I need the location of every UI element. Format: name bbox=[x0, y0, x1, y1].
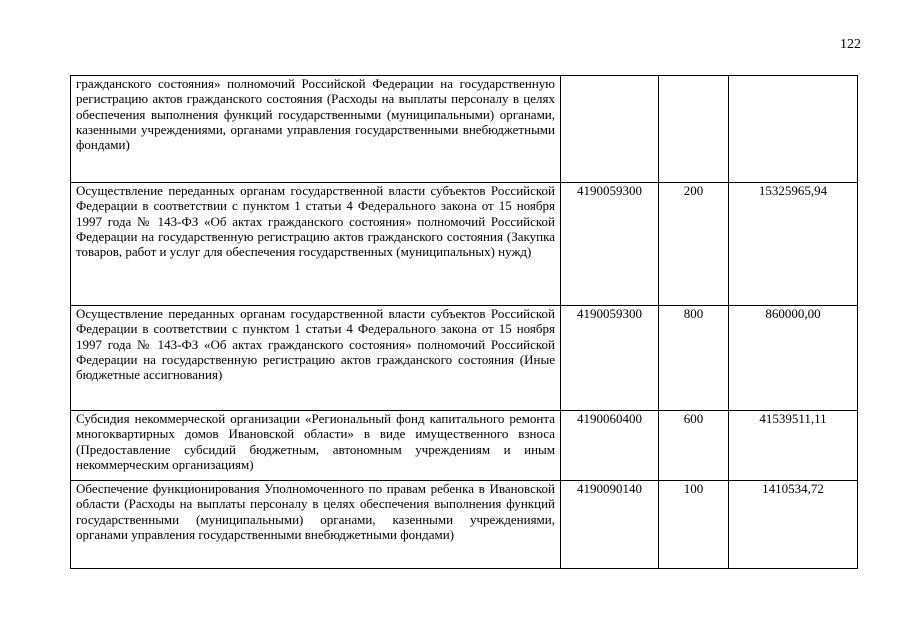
row-amount: 15325965,94 bbox=[729, 183, 858, 306]
row-expense-type: 200 bbox=[659, 183, 729, 306]
page-number: 122 bbox=[840, 37, 861, 52]
row-target-code: 4190059300 bbox=[561, 306, 659, 411]
row-amount bbox=[729, 76, 858, 183]
row-description: Обеспечение функционирования Уполномоченного по правам ребенка в Ивановской области (Расходы на выплаты персоналу в целях обеспечения выполнения функций государственными (муниципальными) органами, казенными учреждениями, органами управления государственными внебюджетными фондами) bbox=[71, 481, 561, 569]
row-amount: 41539511,11 bbox=[729, 411, 858, 481]
row-amount: 1410534,72 bbox=[729, 481, 858, 569]
row-expense-type bbox=[659, 76, 729, 183]
row-target-code: 4190060400 bbox=[561, 411, 659, 481]
row-description: Субсидия некоммерческой организации «Региональный фонд капитального ремонта многоквартирных домов Ивановской области» в виде имущественного взноса (Предоставление субсидий бюджетным, автономным учреждениям и иным некоммерческим организациям) bbox=[71, 411, 561, 481]
row-target-code bbox=[561, 76, 659, 183]
table-row bbox=[71, 481, 858, 569]
table-row bbox=[71, 411, 858, 481]
row-description: Осуществление переданных органам государственной власти субъектов Российской Федерации в соответствии с пунктом 1 статьи 4 Федерального закона от 15 ноября 1997 года № 143-ФЗ «Об актах гражданского состояния» полномочий Российской Федерации на государственную регистрацию актов гражданского состояния (Иные бюджетные ассигнования) bbox=[71, 306, 561, 411]
row-amount: 860000,00 bbox=[729, 306, 858, 411]
row-target-code: 4190090140 bbox=[561, 481, 659, 569]
row-target-code: 4190059300 bbox=[561, 183, 659, 306]
table-row bbox=[71, 183, 858, 306]
row-expense-type: 800 bbox=[659, 306, 729, 411]
row-expense-type: 100 bbox=[659, 481, 729, 569]
row-expense-type: 600 bbox=[659, 411, 729, 481]
table-row bbox=[71, 306, 858, 411]
row-description: Осуществление переданных органам государственной власти субъектов Российской Федерации в соответствии с пунктом 1 статьи 4 Федерального закона от 15 ноября 1997 года № 143-ФЗ «Об актах гражданского состояния» полномочий Российской Федерации на государственную регистрацию актов гражданского состояния (Закупка товаров, работ и услуг для обеспечения государственных (муниципальных) нужд) bbox=[71, 183, 561, 306]
row-description: гражданского состояния» полномочий Российской Федерации на государственную регистрацию актов гражданского состояния (Расходы на выплаты персоналу в целях обеспечения выполнения функций государственными (муниципальными) органами, казенными учреждениями, органами управления государственными внебюджетными фондами) bbox=[71, 76, 561, 183]
budget-table bbox=[70, 75, 858, 569]
table-row bbox=[71, 76, 858, 183]
